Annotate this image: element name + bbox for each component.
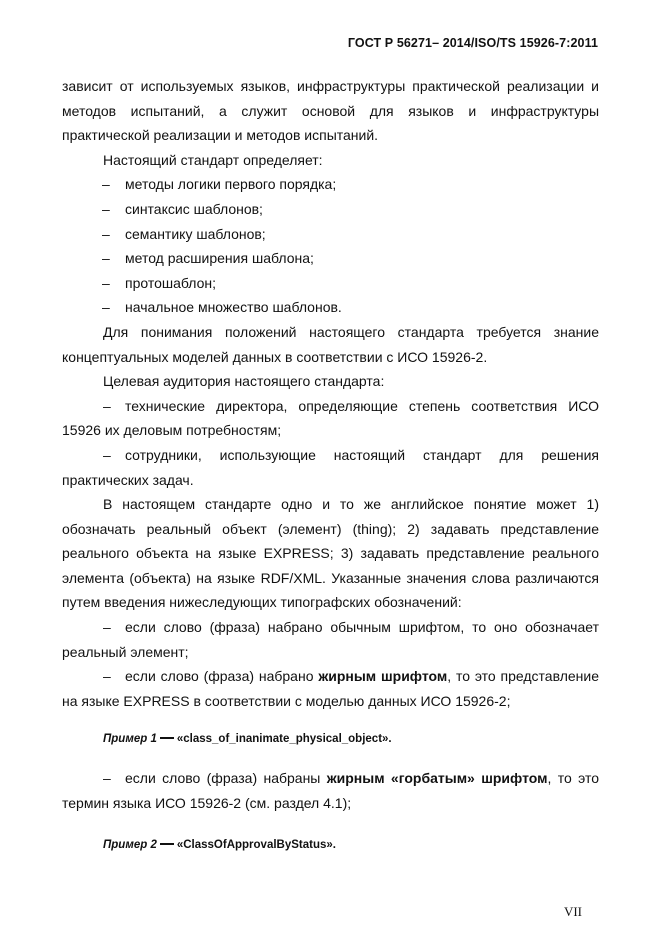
- bold-term: жирным «горбатым» шрифтом: [326, 770, 548, 787]
- dash-marker: –: [102, 176, 110, 193]
- list-item: – если слово (фраза) набрано обычным шрифтом, то оно обозначает реальный элемент;: [62, 615, 599, 664]
- list-item: – сотрудники, использующие настоящий стандарт для решения практических задач.: [62, 443, 599, 492]
- paragraph-standard-defines: Настоящий стандарт определяет:: [103, 151, 323, 168]
- list-item: – начальное множество шаблонов.: [62, 295, 599, 320]
- dash-marker: –: [102, 250, 110, 267]
- example-label: Пример 2: [103, 839, 157, 852]
- page-body: [62, 74, 599, 858]
- list-item: – методы логики первого порядка;: [62, 172, 599, 197]
- dash-marker: –: [102, 299, 110, 316]
- example-2: [62, 833, 599, 858]
- list-item: – семантику шаблонов;: [62, 222, 599, 247]
- example-1: [62, 727, 599, 752]
- dash-marker: –: [102, 200, 110, 217]
- list-item: – синтаксис шаблонов;: [62, 197, 599, 222]
- list-item: – протошаблон;: [62, 271, 599, 296]
- dash-marker: –: [103, 668, 111, 685]
- em-dash-bar: [160, 843, 174, 845]
- list-item: – технические директора, определяющие степень соответствия ИСО 15926 их деловым потребностям;: [62, 394, 599, 443]
- paragraph-notation: В настоящем стандарте одно и то же английское понятие может 1) обозначать реальный объект (элемент) (thing); 2) задавать представление реального объекта на языке EXPRESS; 3) задавать представление реального элемента (объекта) на языке RDF/XML. Указанные значения слова различаются путем введения нижеследующих типографских обозначений:: [62, 496, 599, 611]
- dash-marker: –: [103, 446, 111, 463]
- example-text: «ClassOfApprovalByStatus».: [176, 839, 336, 852]
- em-dash-bar: [160, 737, 174, 739]
- list-item: – если слово (фраза) набраны жирным «горбатым» шрифтом, то это термин языка ИСО 15926-2 (см. раздел 4.1);: [62, 766, 599, 815]
- paragraph-audience: Целевая аудитория настоящего стандарта:: [103, 373, 385, 390]
- dash-marker: –: [102, 225, 110, 242]
- paragraph-requirements: Для понимания положений настоящего стандарта требуется знание концептуальных моделей данных в соответствии с ИСО 15926-2.: [62, 323, 599, 365]
- example-text: «class_of_inanimate_physical_object».: [176, 733, 392, 746]
- list-item: – если слово (фраза) набрано жирным шрифтом, то это представление на языке EXPRESS в соответствии с моделью данных ИСО 15926-2;: [62, 664, 599, 713]
- list-item: – метод расширения шаблона;: [62, 246, 599, 271]
- dash-marker: –: [103, 397, 111, 414]
- document-header: ГОСТ Р 56271– 2014/ISO/TS 15926-7:2011: [347, 36, 598, 50]
- example-label: Пример 1: [103, 733, 157, 746]
- page-number: VII: [563, 904, 582, 919]
- bold-term: жирным шрифтом: [318, 668, 448, 685]
- paragraph-continuation: зависит от используемых языков, инфраструктуры практической реализации и методов испытаний, а служит основой для языков и инфраструктуры практической реализации и методов испытаний.: [62, 78, 599, 144]
- dash-marker: –: [103, 619, 111, 636]
- dash-marker: –: [103, 770, 111, 787]
- dash-marker: –: [102, 274, 110, 291]
